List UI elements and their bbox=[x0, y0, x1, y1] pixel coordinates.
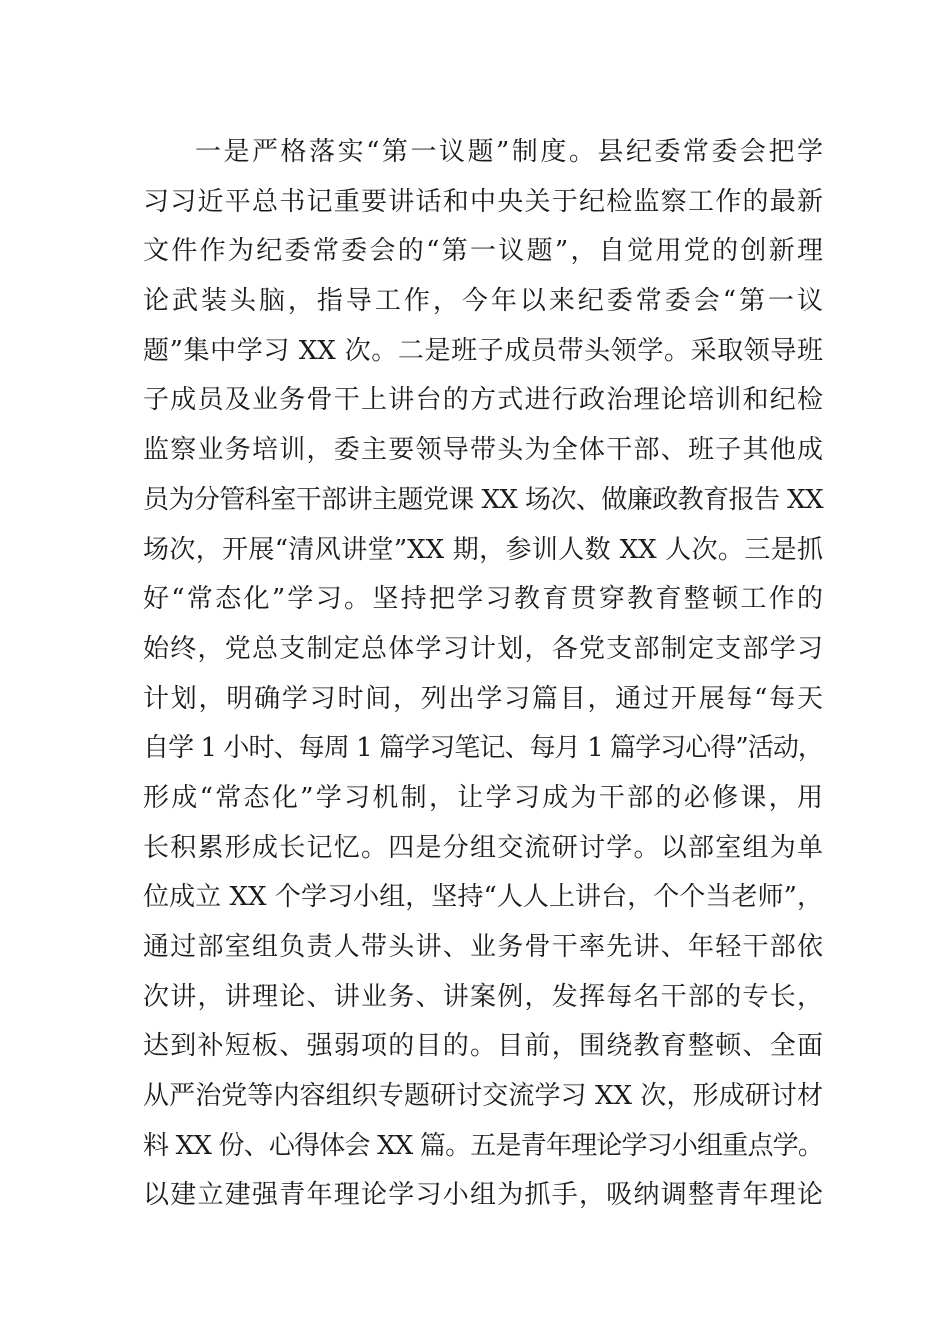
text-line: 习习近平总书记重要讲话和中央关于纪检监察工作的最新 bbox=[143, 186, 823, 217]
text-line: 以建立建强青年理论学习小组为抓手，吸纳调整青年理论 bbox=[143, 1180, 823, 1211]
text-line: 题”集中学习 XX 次。二是班子成员带头领学。采取领导班 bbox=[143, 335, 823, 366]
text-line: 达到补短板、强弱项的目的。目前，围绕教育整顿、全面 bbox=[143, 1031, 823, 1062]
text-line: 通过部室组负责人带头讲、业务骨干率先讲、年轻干部依 bbox=[143, 932, 823, 962]
text-line: 子成员及业务骨干上讲台的方式进行政治理论培训和纪检 bbox=[143, 385, 823, 416]
text-line: 文件作为纪委常委会的“第一议题”，自觉用党的创新理 bbox=[143, 236, 823, 267]
text-line: 形成“常态化”学习机制，让学习成为干部的必修课，用 bbox=[143, 782, 823, 813]
text-line: 次讲，讲理论、讲业务、讲案例，发挥每名干部的专长， bbox=[143, 981, 823, 1012]
body-paragraph bbox=[143, 128, 823, 1221]
text-line: 自学 1 小时、每周 1 篇学习笔记、每月 1 篇学习心得”活动， bbox=[143, 733, 823, 764]
text-line: 一是严格落实“第一议题”制度。县纪委常委会把学 bbox=[195, 137, 823, 167]
text-line: 位成立 XX 个学习小组，坚持“人人上讲台，个个当老师”， bbox=[143, 882, 823, 913]
text-line: 场次，开展“清风讲堂”XX 期，参训人数 XX 人次。三是抓 bbox=[143, 534, 823, 565]
text-line: 料 XX 份、心得体会 XX 篇。五是青年理论学习小组重点学。 bbox=[143, 1130, 823, 1161]
text-line: 从严治党等内容组织专题研讨交流学习 XX 次，形成研讨材 bbox=[143, 1081, 823, 1112]
text-line: 长积累形成长记忆。四是分组交流研讨学。以部室组为单 bbox=[143, 832, 823, 863]
text-line: 论武装头脑，指导工作，今年以来纪委常委会“第一议 bbox=[143, 286, 823, 317]
text-line: 监察业务培训，委主要领导带头为全体干部、班子其他成 bbox=[143, 435, 823, 466]
text-line: 始终，党总支制定总体学习计划，各党支部制定支部学习 bbox=[143, 633, 823, 664]
text-line: 好“常态化”学习。坚持把学习教育贯穿教育整顿工作的 bbox=[143, 584, 823, 615]
text-line: 计划，明确学习时间，列出学习篇目，通过开展每“每天 bbox=[143, 683, 823, 714]
text-line: 员为分管科室干部讲主题党课 XX 场次、做廉政教育报告 XX bbox=[143, 484, 823, 515]
